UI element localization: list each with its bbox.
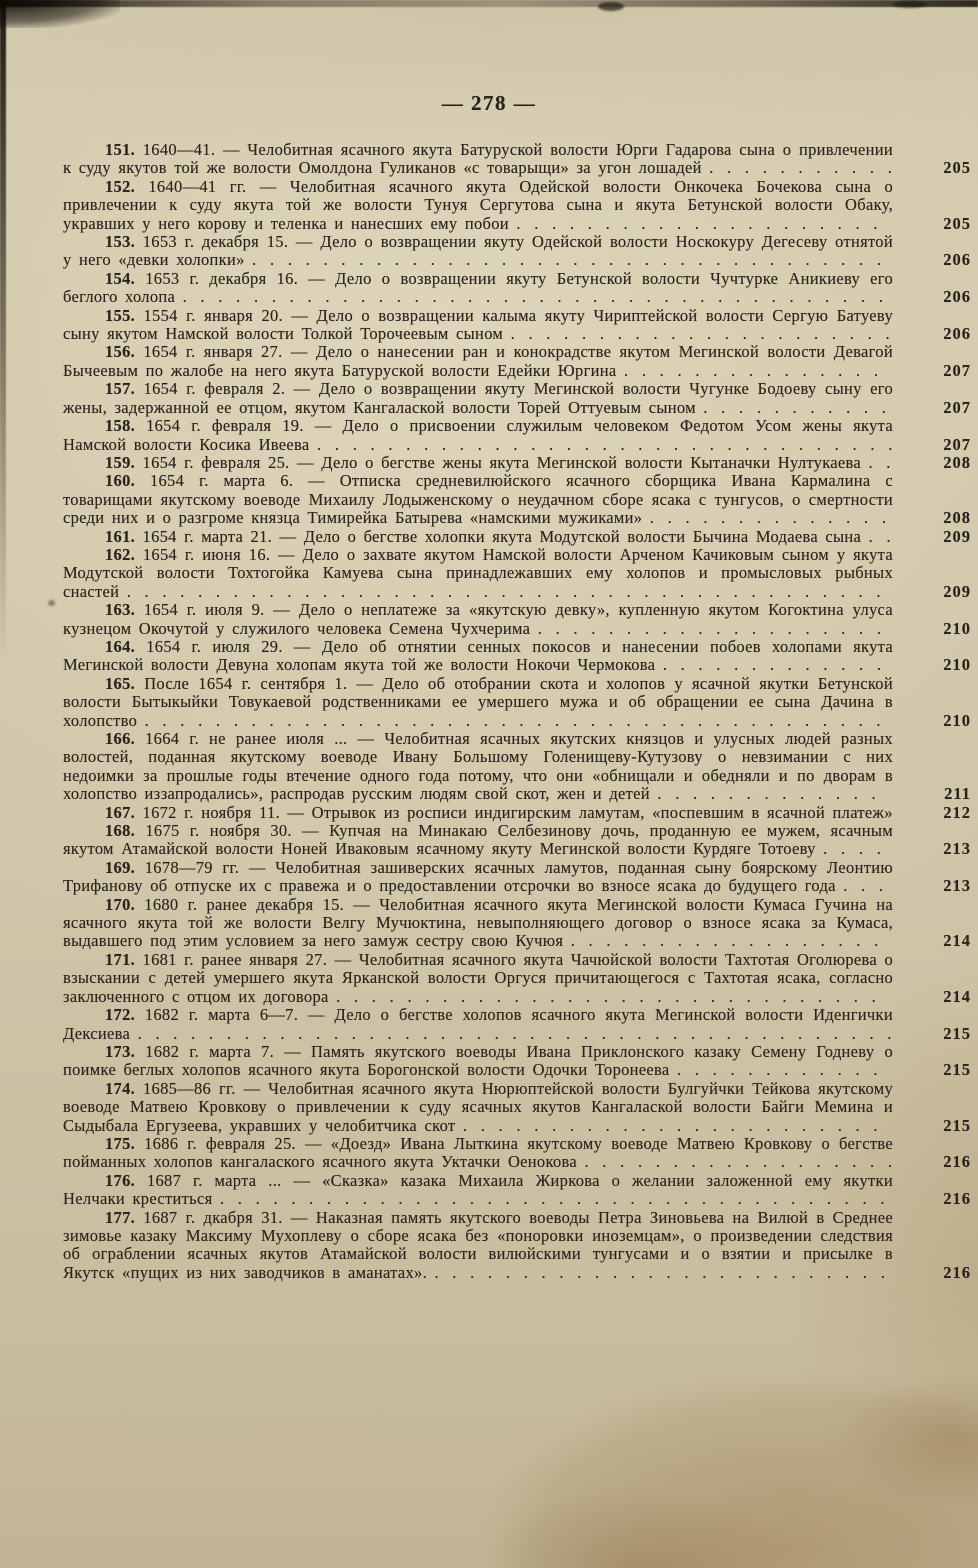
- entry-number: 176.: [105, 1170, 136, 1190]
- dot-leader: . . . . . . . . . . . . . . . . . .: [584, 1152, 893, 1172]
- dot-leader: . .: [868, 452, 891, 472]
- entry-page-ref: 213: [943, 839, 971, 859]
- entry-page-ref: 207: [943, 434, 971, 454]
- entry-title: 1687 г. дкабря 31. — Наказная память якутского воеводы Петра Зиновьева на Вилюй в Среднее зимовье казаку Максиму Мухоплеву о сборе ясака без «поноровки иноземцам», о произведении следствия об ограблении ясачных якутов Атамайской волости вилюйскими тунгусами и о взятии и присылке в Якутск «пущих из них заводчиков в аманатах».: [63, 1207, 893, 1282]
- entry-number: 154.: [105, 268, 136, 288]
- entry-title: 1654 г. июля 29. — Дело об отнятии сенных покосов и нанесении побоев холопами якута Мегинской волости Девуна холопам якута той же волости Нокочи Чермокова: [63, 636, 893, 675]
- entry-title: 1681 г. ранее января 27. — Челобитная ясачного якута Чачюйской волости Тахтотая Оголюрева о взыскании с детей умершего якута Ярканской волости Оргуся причитающегося с Тахтотая ясака, согласно заключенного с отцом их договора: [63, 949, 893, 1006]
- entry-page-ref: 214: [943, 931, 971, 951]
- entry-page-ref: 213: [943, 876, 971, 896]
- dot-leader: . . . . . . . . . . . . . . .: [623, 360, 879, 380]
- entry-page-ref: 215: [943, 1115, 971, 1135]
- toc-entry: [63, 675, 973, 730]
- dot-leader: . . . . . . . . . . .: [709, 158, 893, 178]
- entry-page-ref: 208: [943, 508, 971, 528]
- entry-number: 156.: [105, 342, 136, 362]
- entry-number: 167.: [105, 802, 136, 822]
- entry-page-ref: 205: [943, 158, 971, 178]
- ink-speck: [893, 1, 927, 8]
- entry-number: 170.: [105, 894, 136, 914]
- toc-entry: [63, 307, 973, 344]
- entry-title: 1554 г. января 20. — Дело о возвращении калыма якуту Чириптейской волости Сергую Батуеву сыну якутом Намской волости Толкой Торочеевым сыном: [63, 305, 894, 344]
- entry-page-ref: 206: [943, 250, 971, 270]
- entry-page-ref: 207: [943, 360, 971, 380]
- toc-entry: [63, 896, 973, 951]
- entry-title: 1664 г. не ранее июля ... — Челобитная ясачных якутских князцов и улусных людей разных волостей, поданная якутскому воеводе Ивану Большому Голенищеву-Кутузову о невзимании с них недоимки за прошлые годы втечение одного года потому, что они «обнищали и обедняли и по дворам в холопство иззапродались», распродав русским людям свой скот, жен и детей: [63, 729, 893, 804]
- dot-leader: . . . . . . . . . . . . . . . . . . . . . . . . . . . . . . . . . . . .: [252, 250, 882, 270]
- entry-number: 165.: [105, 673, 136, 693]
- dot-leader: . . . . . . . . . . . . .: [657, 784, 876, 804]
- toc-entry: [63, 343, 973, 380]
- dot-leader: . . . . . . . . . . . . . . . . . . . . . . . . . . . . . . . . . . . . . . . . . .: [144, 710, 881, 730]
- entry-page-ref: 206: [943, 324, 971, 344]
- entry-number: 177.: [105, 1207, 136, 1227]
- entry-title: 1640—41 гг. — Челобитная ясачного якута Одейской волости Онкочека Бочекова сына о привлечении к суду якута той же волости Тунуя Сергутова сына и якута Бетунской волости Обаку, укравших у него корову и теленка и нанесших ему побои: [63, 176, 893, 233]
- entry-number: 161.: [105, 526, 136, 546]
- dot-leader: . . . . . . . . . . . . . . . . . . . . . . . . . . . . . . . . . . . . . . . . . . .: [126, 581, 881, 601]
- dot-leader: . . . . . . . . . . . . . . . . . . . . . . . . . .: [434, 1262, 886, 1282]
- toc-entry: [63, 417, 973, 454]
- entry-title: 1653 г. декабря 15. — Дело о возвращении якуту Одейской волости Носкокуру Дегесеву отнятой у него «девки холопки»: [63, 232, 893, 270]
- toc-entry: [63, 1209, 973, 1283]
- toc-entry: [63, 822, 973, 859]
- entry-title: 1685—86 гг. — Челобитная ясачного якута Нюрюптейской волости Булгуйчки Тейкова якутскому воеводе Матвею Кровкову о привлечении к суду ясачных якутов Кангалаской волости Байги Мемина и Сыдыбала Ергузеева, укравших у челобитчика скот: [63, 1078, 893, 1135]
- dot-leader: . . . . . . . . . . . . .: [662, 655, 882, 675]
- dot-leader: . . . . . . . . . . . . . . . . . . . .: [537, 618, 882, 638]
- entry-number: 160.: [105, 471, 136, 491]
- entry-title: 1654 г. марта 6. — Отписка средневилюйского ясачного сборщика Ивана Кармалина с товарищами якутскому воеводе Михаилу Лодыженскому о неудачном сборе ясака с тунгусов, о смертности среди них и о разгроме князца Тимирейка Батырева «намскими мужиками»: [63, 471, 893, 528]
- entry-title: 1686 г. февраля 25. — «Доезд» Ивана Лыткина якутскому воеводе Матвею Кровкову о бегстве пойманных холопов кангалаского ясачного якута Уктачки Оенокова: [63, 1133, 893, 1172]
- dot-leader: . . . . . . . . . . . . . . . . . . . . . . . . . . . . . . . . .: [317, 434, 893, 454]
- entry-number: 162.: [105, 544, 136, 564]
- entry-page-ref: 212: [943, 802, 971, 822]
- toc-entry: [63, 380, 973, 417]
- entry-title: 1654 г. января 27. — Дело о нанесении ран и конокрадстве якутом Мегинской волости Девагой Бычеевым по жалобе на него якута Батуруской волости Едейки Юргина: [63, 342, 893, 380]
- toc-entry: [63, 270, 973, 307]
- ink-speck: [598, 2, 624, 11]
- entry-number: 164.: [105, 636, 136, 656]
- entry-title: После 1654 г. сентября 1. — Дело об отобрании скота и холопов у ясачной якутки Бетунской волости Бытыкыйки Товукаевой родственниками ее умершего мужа и об обращении ее сына Дачина в холопство: [63, 673, 893, 730]
- toc-entry: [63, 1043, 973, 1080]
- dot-leader: . . . . . . . . . . . . . . . . . . . . . . . . . . . . . . . . . . . . . . . .: [182, 287, 884, 307]
- entry-number: 175.: [105, 1133, 136, 1153]
- dot-leader: . .: [868, 526, 891, 546]
- entry-page-ref: 209: [943, 581, 971, 601]
- entry-page-ref: 210: [943, 618, 971, 638]
- toc-entry: [63, 141, 973, 178]
- dot-leader: . . . . . . . . . . . . . . . . . . . . . . . . . . . . . . . . . . . . . . . . . . .: [137, 1023, 892, 1043]
- entry-page-ref: 208: [943, 452, 971, 472]
- margin-speck: [48, 600, 55, 606]
- toc-entry: [63, 1135, 973, 1172]
- entry-page-ref: 205: [943, 213, 971, 233]
- toc-entry: [63, 804, 973, 822]
- entry-number: 163.: [105, 600, 136, 620]
- toc-entry: [63, 1006, 973, 1043]
- dot-leader: . . . . . . . . . . . . . . . . . . . . . . . . . . . . . . .: [336, 986, 877, 1006]
- entry-page-ref: 216: [943, 1262, 971, 1282]
- scan-edge-top: [0, 0, 978, 7]
- entry-number: 152.: [105, 176, 136, 196]
- toc-entry: [63, 601, 973, 638]
- entry-number: 173.: [105, 1041, 136, 1061]
- toc-entry: [63, 1080, 973, 1135]
- scan-corner-blot: [0, 0, 120, 28]
- toc-entry: [63, 951, 973, 1006]
- toc-entry: [63, 1172, 973, 1209]
- entry-title: 1654 г. февраля 2. — Дело о возвращении якуту Мегинской волости Чугунке Бодоеву сыну его жены, задержанной ее отцом, якутом Кангалаской волости Торей Оттуевым сыном: [63, 379, 893, 417]
- toc-list: [63, 141, 973, 1282]
- entry-number: 158.: [105, 416, 136, 436]
- dot-leader: . . . . . . . . . . . . . . . . . .: [570, 931, 879, 951]
- entry-page-ref: 215: [943, 1023, 971, 1043]
- dot-leader: . . .: [843, 876, 884, 896]
- dot-leader: . . . . . . . . . . . . . . . . . . . . . . . .: [462, 1115, 878, 1135]
- dot-leader: . . . . . . . . . . .: [703, 397, 887, 417]
- dot-leader: . . . . . . . . . . . .: [676, 1060, 878, 1080]
- toc-entry: [63, 546, 973, 601]
- entry-page-ref: 211: [944, 784, 971, 804]
- page-number-header: — 278 —: [441, 91, 537, 115]
- entry-title: 1654 г. февраля 19. — Дело о присвоении служилым человеком Федотом Усом жены якута Намской волости Косика Ивеева: [63, 416, 893, 454]
- toc-entry: [63, 638, 973, 675]
- entry-title: 1654 г. июля 9. — Дело о неплатеже за «якутскую девку», купленную якутом Когоктина улуса кузнецом Окочутой у служилого человека Семена Чухчерима: [63, 600, 893, 638]
- entry-number: 172.: [105, 1005, 136, 1025]
- toc-entry: [63, 454, 973, 472]
- entry-page-ref: 215: [943, 1060, 971, 1080]
- entry-number: 171.: [105, 949, 136, 969]
- entry-page-ref: 216: [943, 1152, 971, 1172]
- entry-page-ref: 210: [943, 710, 971, 730]
- entry-number: 168.: [105, 821, 136, 841]
- entry-number: 159.: [105, 452, 136, 472]
- entry-page-ref: 216: [943, 1189, 971, 1209]
- entry-number: 151.: [105, 140, 136, 159]
- entry-number: 153.: [105, 232, 136, 252]
- dot-leader: . . . . . . . . . . . . . .: [649, 508, 887, 528]
- entry-title: 1654 г. июня 16. — Дело о захвате якутом Намской волости Арченом Качиковым сыном у якута Модутской волости Тохтогойка Камуева сына принадлежавших ему холопов и промысловых рыбных снастей: [63, 544, 893, 601]
- toc-entry: [63, 730, 973, 804]
- entry-page-ref: 210: [943, 655, 971, 675]
- toc-entry: [63, 472, 973, 527]
- entry-title: 1653 г. декабря 16. — Дело о возвращении якуту Бетунской волости Чучтурке Аникиеву его беглого холопа: [63, 268, 893, 307]
- entry-title: 1682 г. марта 6—7. — Дело о бегстве холопов ясачного якута Мегинской волости Иденгички Дексиева: [63, 1005, 893, 1043]
- entry-number: 157.: [105, 379, 136, 399]
- entry-title: 1680 г. ранее декабря 15. — Челобитная ясачного якута Мегинской волости Кумаса Гучина на ясачного якута той же волости Велгу Мучюктина, невыполняющего договор о взносе ясака за Кумаса, выдавшего под этим условием за него замуж сестру свою Кучюя: [63, 894, 893, 951]
- dot-leader: . . . . . . . . . . . . . . . . . . . . . .: [510, 324, 890, 344]
- entry-page-ref: 206: [943, 287, 971, 307]
- toc-entry: [63, 233, 973, 270]
- entry-number: 155.: [105, 305, 136, 325]
- entry-title: 1687 г. марта ... — «Сказка» казака Михаила Жиркова о желании заложенной ему якутки Нелчаки креститься: [63, 1170, 893, 1209]
- entry-title: 1682 г. марта 7. — Память якутского воеводы Ивана Приклонского казаку Семену Годневу о поимке беглых холопов ясачного якута Борогонской волости Одочки Торонеева: [63, 1041, 893, 1080]
- toc-entry: [63, 859, 973, 896]
- entry-page-ref: 214: [943, 986, 971, 1006]
- entry-title: 1672 г. ноября 11. — Отрывок из росписи индигирским ламутам, «поспевшим в ясачной платеж»: [142, 802, 893, 822]
- entry-title: 1675 г. ноября 30. — Купчая на Минакаю Селбезинову дочь, проданную ее мужем, ясачным якутом Атамайской волости Ноней Иваковым ясачному якуту Мегинской волости Курдяге Тотоеву: [63, 821, 893, 859]
- entry-page-ref: 209: [943, 526, 971, 546]
- entry-number: 166.: [105, 729, 136, 748]
- entry-number: 169.: [105, 857, 136, 877]
- toc-entry: [63, 528, 973, 546]
- dot-leader: . . . .: [823, 839, 882, 859]
- entry-title: 1678—79 гг. — Челобитная зашиверских ясачных ламутов, поданная сыну боярскому Леонтию Трифанову об отпуске их с правежа и о предоставлении отсрочки во взносе ясака до будущего года: [63, 857, 893, 896]
- entry-title: 1640—41. — Челобитная ясачного якута Батуруской волости Юрги Гадарова сына о привлечении к суду якутов той же волости Омолдона Гуликанов «с товарыщи» за угон лошадей: [63, 140, 893, 178]
- entry-number: 174.: [105, 1078, 136, 1098]
- dot-leader: . . . . . . . . . . . . . . . . . . . . .: [516, 213, 878, 233]
- entry-title: 1654 г. марта 21. — Дело о бегстве холопки якута Модутской волости Бычина Модаева сына: [142, 526, 862, 546]
- entry-title: 1654 г. февраля 25. — Дело о бегстве жены якута Мегинской волости Кытаначки Нултукаева: [142, 452, 862, 472]
- entry-page-ref: 207: [943, 397, 971, 417]
- toc-entry: [63, 178, 973, 233]
- dot-leader: . . . . . . . . . . . . . . . . . . . . . . . . . . . . . . . . . . . . . .: [219, 1189, 885, 1209]
